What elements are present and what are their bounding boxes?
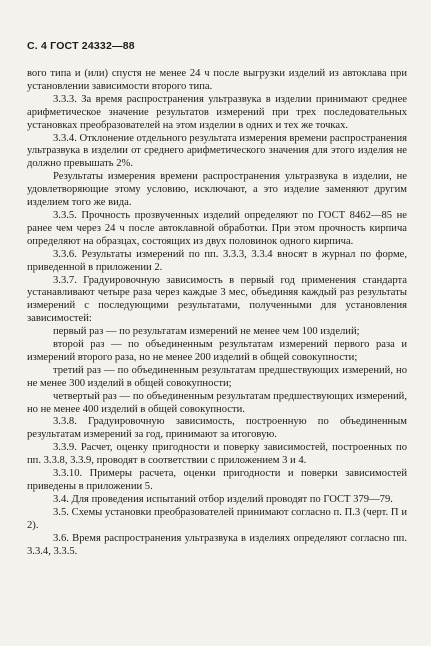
page-header: С. 4 ГОСТ 24332—88	[27, 40, 135, 52]
paragraph-3-3-3: 3.3.3. За время распространения ультразвука в изделии принимают среднее арифметическое значение результатов измерений при трех последовательных установках преобразователей на этом изделии в одних и тех же точках.	[27, 93, 407, 131]
paragraph-3-3-4-results: Результаты измерения времени распространения ультразвука в изделии, не удовлетворяющие этому условию, исключают, а это изделие заменяют другим изделием того же вида.	[27, 171, 407, 209]
paragraph-3-3-8: 3.3.8. Градуировочную зависимость, построенную по объединенным результатам измерений за год, принимают за итоговую.	[27, 416, 407, 441]
paragraph-3-3-4: 3.3.4. Отклонение отдельного результата измерения времени распространения ультразвука в изделии от среднего арифметического значения для этого изделия не должно превышать 2%.	[27, 132, 407, 170]
list-item-second: второй раз — по объединенным результатам измерений первого раза и измерений второго раза, но не менее 200 изделий в общей совокупности;	[27, 339, 407, 363]
paragraph-3-4: 3.4. Для проведения испытаний отбор изделий проводят по ГОСТ 379—79.	[53, 493, 393, 505]
list-item-fourth: четвертый раз — по объединенным результатам предшествующих измерений, но не менее 400 изделий в общей совокупности.	[27, 390, 407, 415]
list-item-third: третий раз — по объединенным результатам предшествующих измерений, но не менее 300 изделий в общей совокупности;	[27, 364, 407, 389]
paragraph-3-3-6: 3.3.6. Результаты измерений по пп. 3.3.3, 3.3.4 вносят в журнал по форме, приведенной в приложении 2.	[27, 248, 407, 273]
paragraph-3-3-7: 3.3.7. Градуировочную зависимость в первый год применения стандарта устанавливают четыре раза через каждые 3 мес, объединяя каждый раз результаты измерений с последующими результатами, полученными для установления зависимостей:	[27, 274, 407, 325]
paragraph-3-3-5: 3.3.5. Прочность прозвученных изделий определяют по ГОСТ 8462—85 не ранее чем через 24 ч после автоклавной обработки. При этом прочность кирпича определяют на образцах, состоящих из двух половинок одного кирпича.	[27, 209, 407, 247]
paragraph-3-6: 3.6. Время распространения ультразвука в изделиях определяют согласно пп. 3.3.4, 3.3.5.	[27, 532, 407, 557]
list-item-first: первый раз — по результатам измерений не менее чем 100 изделий;	[53, 326, 360, 338]
paragraph-continuation: вого типа и (или) спустя не менее 24 ч после выгрузки изделий из автоклава при установлении зависимости второго типа.	[27, 68, 407, 92]
paragraph-3-5: 3.5. Схемы установки преобразователей принимают согласно п. П.3 (черт. П и 2).	[27, 506, 407, 531]
paragraph-3-3-9: 3.3.9. Расчет, оценку пригодности и поверку зависимостей, построенных по пп. 3.3.8, 3.3.9, проводят в соответствии с приложением 3 и 4.	[27, 442, 407, 467]
document-body	[27, 68, 407, 558]
paragraph-3-3-10: 3.3.10. Примеры расчета, оценки пригодности и поверки зависимостей приведены в приложении 5.	[27, 468, 407, 492]
